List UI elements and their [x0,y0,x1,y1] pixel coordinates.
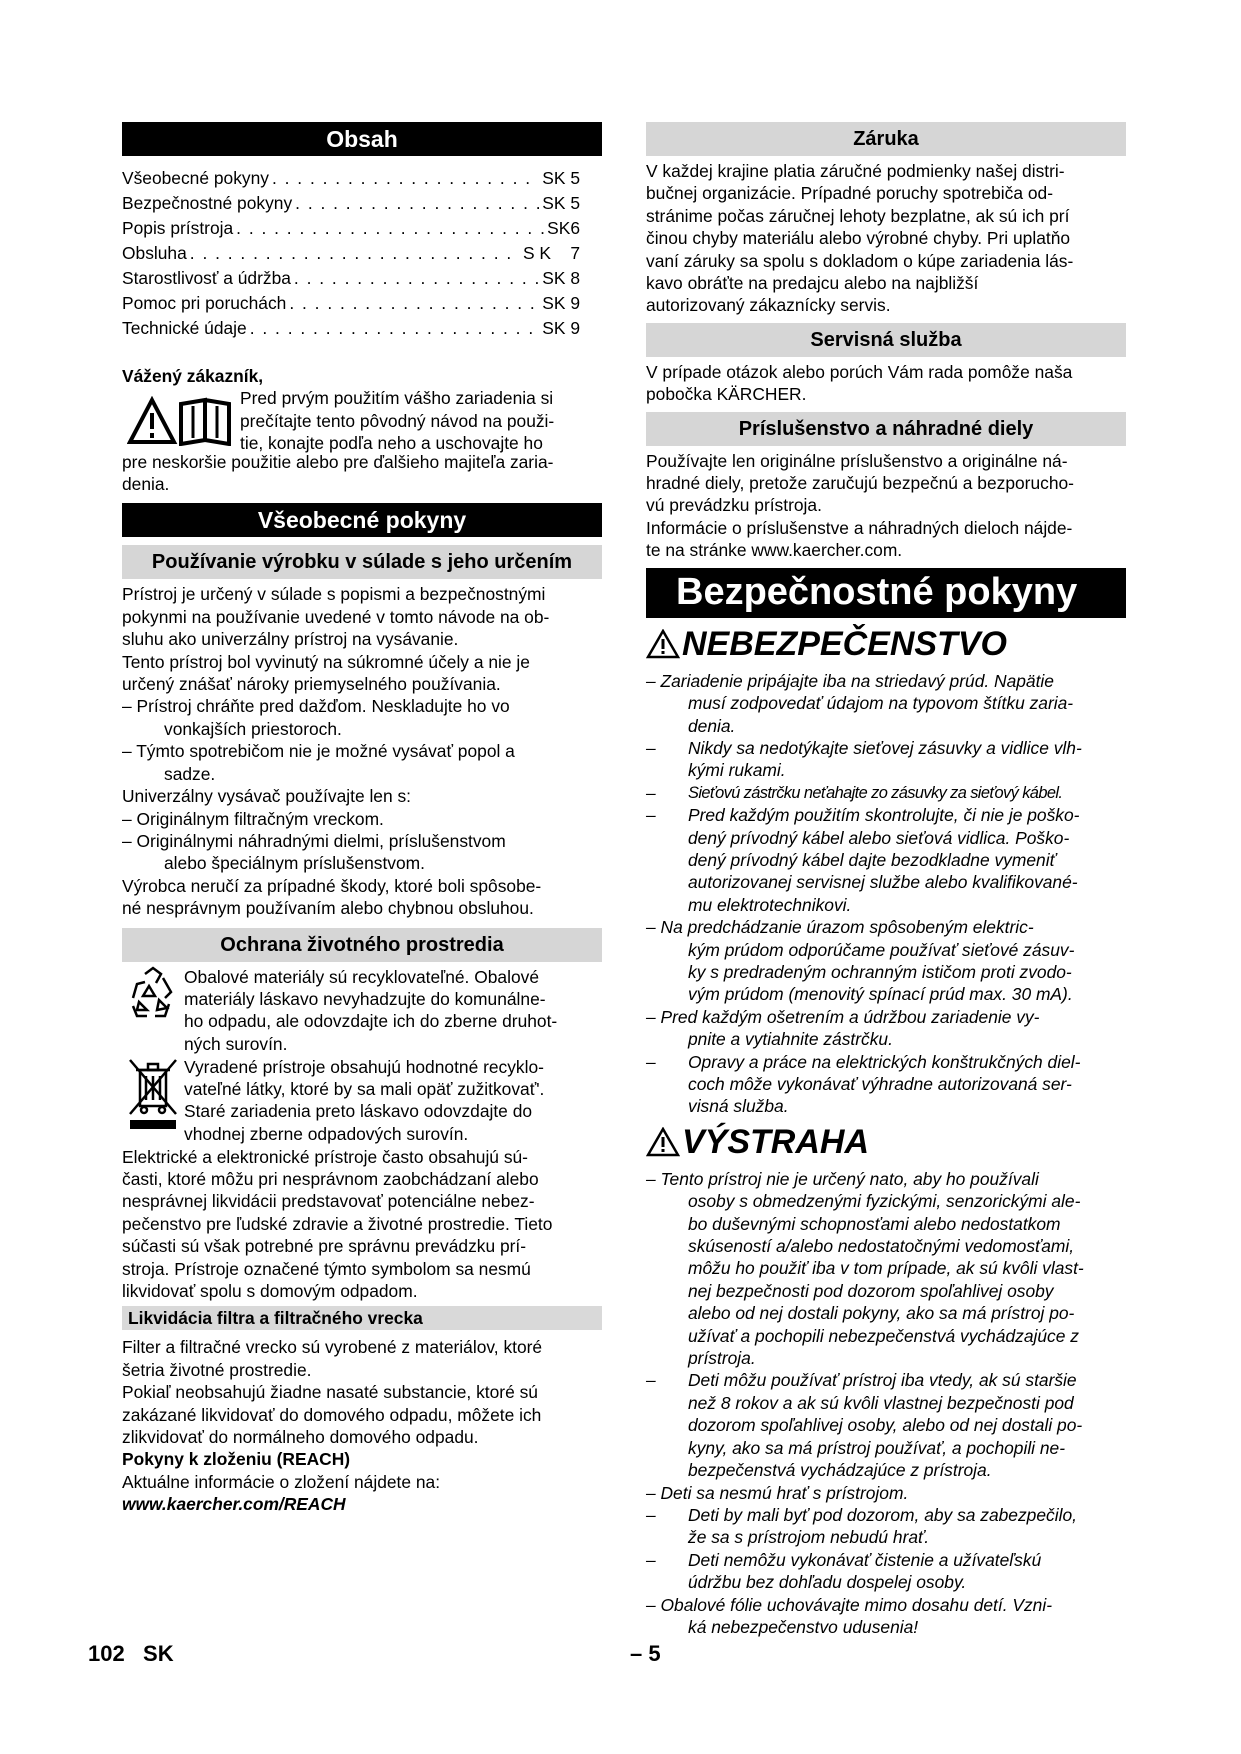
warning-item-cont: dozorom spoľahlivej osoby, alebo od nej dostali po- [688,1415,1083,1436]
body-line: V každej krajine platia záručné podmienky našej distri- [646,161,1065,181]
danger-item-cont: ky s predradeným ochranným ističom proti zvodo- [688,961,1072,982]
warning-item-cont: kyny, ako sa má prístroj používať, a pochopili ne- [688,1437,1066,1458]
body-line: te na stránke www.kaercher.com. [646,540,903,561]
warning-item-cont: nej bezpečnosti pod dozorom spoľahlivej osoby [688,1280,1054,1301]
weee-line: vhodnej zberne odpadových surovín. [184,1123,469,1144]
danger-item [646,670,1126,737]
toc-leader-dots [272,166,539,191]
warning-signal [646,1122,1126,1162]
warning-item-cont: užívať a pochopili nebezpečenstvá vychádzajúce z [688,1325,1079,1346]
dash-marker: – [646,670,661,691]
body-line: hradné diely, pretože zaručujú bezpečnú a bezporucho- [646,473,1074,494]
warning-item-cont: skúseností a/alebo nedostatočnými vedomosťami, [688,1236,1075,1257]
warning-item [646,1482,1126,1504]
dash-marker: – [646,782,661,803]
warning-item-cont: môžu ho použiť iba v tom prípade, ak sú kvôli vlast- [688,1258,1084,1279]
warning-item-text: – Deti sa nesmú hrať s prístrojom. [646,1482,909,1503]
danger-item-cont: mu elektrotechnikovi. [688,894,852,915]
body-line: Elektrické a elektronické prístroje často obsahujú sú- [122,1146,528,1167]
safety-heading: Bezpečnostné pokyny [646,568,1126,618]
recycle-line: ných surovín. [184,1033,288,1054]
toc-entry-title: Všeobecné pokyny [122,168,269,188]
warning-item [646,1369,1126,1481]
toc-entry [122,266,602,291]
general-heading: Všeobecné pokyny [122,503,602,537]
toc-entry [122,191,602,216]
body-line: stránime počas záručnej lehoty bezplatne, ak sú ich prí [646,205,1070,226]
danger-item-text: Nikdy sa nedotýkajte sieťovej zásuvky a vidlice vlh- [688,737,1082,758]
body-line: sluhu ako univerzálny prístroj na vysávanie. [122,629,459,650]
body-line: vaní záruky sa spolu s dokladom o kúpe zariadenia lás- [646,250,1074,271]
danger-signal [646,624,1126,664]
intro-line: denia. [122,474,170,495]
body-line: nesprávnej likvidácii predstavovať potenciálne nebez- [122,1191,535,1212]
filter-disposal-heading: Likvidácia filtra a filtračného vrecka [122,1306,602,1330]
danger-item-cont: coch môže vykonávať výhradne autorizovaná ser- [688,1074,1072,1094]
reach-text: Aktuálne informácie o zložení nájdete na: [122,1471,441,1492]
body-line: Používajte len originálne príslušenstvo a originálne ná- [646,450,1068,471]
intro-heading: Vážený zákazník, [122,366,264,386]
danger-item-text: Pred každým ošetrením a údržbou zariadenie vy- [660,1006,1040,1027]
body-line: Univerzálny vysávač používajte len s: [122,786,412,807]
body-line: Tento prístroj bol vyvinutý na súkromné účely a nie je [122,651,530,672]
body-line: né nesprávnym používaním alebo chybnou obsluhou. [122,898,534,919]
body-line: Pokiaľ neobsahujú žiadne nasaté substancie, ktoré sú [122,1382,538,1403]
body-line: určený znášať nároky priemyselného používania. [122,674,501,695]
warning-item-cont: prístroja. [688,1348,756,1369]
toc-entry-title: Pomoc pri poruchách [122,293,287,313]
warning-icon [646,1127,680,1157]
body-line: činou chyby materiálu alebo výrobné chyby. Pri uplatňo [646,228,1071,249]
warning-item-cont: že sa s prístrojom nebudú hrať. [688,1527,930,1548]
danger-item-cont: pnite a vytiahnite zástrčku. [688,1029,893,1050]
warning-item-first [646,1504,1126,1526]
warning-item-cont: ká nebezpečenstvo udusenia! [688,1616,919,1637]
warning-item-first [646,1482,1126,1504]
toc-entry-title: Bezpečnostné pokyny [122,193,293,213]
warning-item-first [646,1369,1126,1391]
toc-leader-dots [236,216,544,241]
dash-marker: – [646,1051,661,1072]
toc-entry-title: Starostlivosť a údržba [122,268,291,288]
warning-item-cont: bezpečenstvá vychádzajúce z prístroja. [688,1460,992,1481]
danger-item-first [646,1051,1126,1073]
danger-title: NEBEZPEČENSTVO [682,624,1007,663]
danger-item-text: Na predchádzanie úrazom spôsobeným elektric- [660,917,1034,938]
danger-list [646,670,1126,1118]
toc-entry [122,166,602,191]
accessories-heading: Príslušenstvo a náhradné diely [646,412,1126,446]
body-line: vú prevádzku prístroja. [646,495,822,516]
toc-leader-dots [294,266,539,291]
body-line: V prípade otázok alebo porúch Vám rada pomôže naša [646,361,1073,382]
danger-item [646,1051,1126,1118]
danger-item-cont: dený prívodný kábel alebo sieťová vidlica. Poško- [688,827,1070,848]
dash-marker: – [646,1370,656,1391]
left-column [122,122,602,1516]
warning-item-cont: údržbu bez dohľadu dospelej osoby. [688,1572,967,1593]
dash-marker: – [646,805,661,826]
warning-title: VÝSTRAHA [682,1122,870,1161]
warning-item-text: – Obalové fólie uchovávajte mimo dosahu detí. Vzni- [646,1594,1053,1615]
body-line: Filter a filtračné vrecko sú vyrobené z materiálov, ktoré [122,1337,543,1358]
body-line: pobočka KÄRCHER. [646,384,807,405]
toc-leader-dots [250,316,540,341]
recycle-line: Obalové materiály sú recyklovateľné. Obalové [184,966,539,987]
danger-item-first [646,737,1126,759]
danger-item-cont: dený prívodný kábel dajte bezodkladne vymeniť [688,849,1056,870]
body-line: Informácie o príslušenstve a náhradných dieloch nájde- [646,517,1073,538]
warning-item [646,1504,1126,1549]
toc-entry-page: SK 5 [542,193,580,213]
dash-marker: – [646,1006,661,1027]
warning-item-text: – Tento prístroj nie je určený nato, aby ho používali [646,1168,1039,1189]
body-line: bučnej organizácie. Prípadné poruchy spotrebiča od- [646,183,1053,204]
intro-line: tie, konajte podľa neho a uschovajte ho [240,433,543,454]
body-line: šetria životné prostredie. [122,1359,312,1380]
body-line: zakázané likvidovať do domového odpadu, môžete ich [122,1404,542,1425]
body-line: Prístroj je určený v súlade s popismi a bezpečnostnými [122,584,546,605]
recycle-icon [122,966,184,1056]
danger-item-text: Sieťovú zástrčku neťahajte zo zásuvky za sieťový kábel. [688,783,1063,802]
intended-use-heading: Používanie výrobku v súlade s jeho určením [122,545,602,579]
warning-item-cont: alebo od nej dostali pokyny, ako sa má prístroj po- [688,1303,1075,1324]
right-column [646,122,1126,1638]
body-line: pečenstvo pre ľudské zdravie a životné prostredie. Tieto [122,1213,553,1234]
service-text [646,361,1126,406]
warning-item-cont: bo duševnými schopnosťami alebo nedostatkom [688,1213,1061,1234]
danger-item [646,916,1126,1006]
dash-item-cont: vonkajších priestoroch. [164,718,342,739]
recycle-line: ho odpadu, ale odovzdajte ich do zberne druhot- [184,1011,558,1032]
dash-item-cont: alebo špeciálnym príslušenstvom. [164,853,425,874]
danger-item-first [646,670,1126,692]
recycle-line: materiály láskavo nevyhadzujte do komunálne- [184,988,546,1009]
dash-marker: – [646,1549,656,1570]
toc-entry-title: Obsluha [122,243,187,263]
warning-item-text: Deti by mali byť pod dozorom, aby sa zabezpečilo, [688,1504,1077,1525]
body-line: zlikvidovať do normálneho domového odpadu. [122,1427,479,1447]
danger-item-cont: kým prúdom odporúčame používať sieťové zásuv- [688,939,1075,960]
danger-item [646,804,1126,916]
danger-item-cont: kými rukami. [688,760,786,781]
dash-item: – Originálnym filtračným vreckom. [122,808,384,829]
danger-warning-icon [646,629,680,659]
toc-entry [122,216,602,241]
warning-item-cont: osoby s obmedzenými fyzickými, senzorickými ale- [688,1191,1081,1212]
toc-entry [122,241,602,266]
warning-item-text: Deti nemôžu vykonávať čistenie a užívateľskú [688,1549,1042,1570]
body-line: kavo obráťte na predajcu alebo na najbližší [646,273,979,294]
crossed-bin-icon [122,1056,184,1146]
intro-block [122,387,602,454]
danger-item-first [646,804,1126,826]
page-number-left: 102 SK [88,1641,174,1666]
warning-item [646,1594,1126,1639]
toc-heading: Obsah [122,122,602,156]
danger-item-first [646,1006,1126,1028]
intro-line: prečítajte tento pôvodný návod na použi- [240,410,555,431]
dash-marker: – [646,917,661,938]
body-line: autorizovaný zákaznícky servis. [646,295,891,316]
danger-item-text: Pred každým použitím skontrolujte, či nie je poško- [688,805,1080,826]
recycle-block [122,966,602,1056]
warning-item-text: Deti môžu používať prístroj iba vtedy, ak sú staršie [688,1370,1077,1391]
weee-line: Staré zariadenia preto láskavo odovzdajte do [184,1101,533,1122]
reach-heading: Pokyny k zloženiu (REACH) [122,1449,351,1470]
intended-use-body [122,583,602,919]
warranty-text [646,160,1126,317]
toc-leader-dots [295,191,539,216]
body-line: súčasti sú však potrebné pre správnu prevádzku prí- [122,1236,527,1257]
service-heading: Servisná služba [646,323,1126,357]
toc-entry-page: SK 9 [542,293,580,313]
danger-item-cont: musí zodpovedať údajom na typovom štítku zaria- [688,693,1074,714]
page-number-center: – 5 [630,1641,661,1666]
warning-item-first [646,1549,1126,1571]
toc-leader-dots [289,291,539,316]
intro-line: Pred prvým použitím vášho zariadenia si [240,388,554,409]
danger-item-cont: vým prúdom (menovitý spínací prúd max. 30 mA). [688,984,1073,1005]
dash-item: – Prístroj chráňte pred dažďom. Neskladujte ho vo [122,696,510,717]
body-line: pokynmi na používanie uvedené v tomto návode na ob- [122,606,550,627]
environment-heading: Ochrana životného prostredia [122,928,602,962]
danger-item-first [646,782,1126,804]
dash-marker: – [646,1504,656,1525]
weee-block [122,1056,602,1146]
dash-item: – Originálnymi náhradnými dielmi, príslušenstvom [122,830,506,851]
body-line: likvidovať spolu s domovým odpadom. [122,1280,418,1301]
body-line: Výrobca neručí za prípadné škody, ktoré boli spôsobe- [122,875,542,896]
toc-entry-page: S K 7 [522,243,580,263]
table-of-contents [122,166,602,341]
body-line: časti, ktoré môžu pri nesprávnom zaobchádzaní alebo [122,1168,539,1189]
weee-line: Vyradené prístroje obsahujú hodnotné recyklo- [184,1056,544,1077]
danger-item [646,782,1126,804]
accessories-text [646,450,1126,562]
manual-warning-icon [122,387,240,454]
warning-item [646,1168,1126,1370]
danger-item-cont: visná služba. [688,1096,789,1117]
danger-item-first [646,916,1126,938]
intro-line: pre neskoršie použitie alebo pre ďalšieho majiteľa zaria- [122,451,554,472]
toc-entry [122,291,602,316]
toc-entry-page: SK 8 [542,268,580,288]
toc-leader-dots [190,241,520,266]
warranty-heading: Záruka [646,122,1126,156]
warning-list [646,1168,1126,1639]
danger-item-text: Zariadenie pripájajte iba na striedavý prúd. Napätie [660,670,1054,691]
toc-entry-title: Popis prístroja [122,218,234,238]
danger-item-text: Opravy a práce na elektrických konštrukčných diel- [688,1051,1081,1072]
warning-item [646,1549,1126,1594]
warning-item-first [646,1168,1126,1190]
toc-entry-page: SK 9 [542,318,580,338]
danger-item [646,737,1126,782]
danger-item [646,1006,1126,1051]
toc-entry [122,316,602,341]
toc-entry-title: Technické údaje [122,318,247,338]
dash-item: – Týmto spotrebičom nie je možné vysávať popol a [122,741,515,762]
danger-item-cont: autorizovanej servisnej službe alebo kvalifikované- [688,872,1078,893]
dash-item-cont: sadze. [164,763,216,784]
body-line: stroja. Prístroje označené týmto symbolom sa nesmú [122,1258,531,1279]
warning-item-cont: než 8 rokov a ak sú kvôli vlastnej bezpečnosti pod [688,1392,1074,1413]
dash-marker: – [646,737,661,758]
toc-entry-page: SK6 [547,218,580,238]
filter-disposal-text [122,1336,602,1448]
reach-link[interactable]: www.kaercher.com/REACH [122,1494,346,1515]
danger-item-cont: denia. [688,715,736,736]
warning-item-first [646,1594,1126,1616]
electrical-disposal-text [122,1146,602,1303]
weee-line: vateľné látky, ktoré by sa mali opäť zužitkovať'. [184,1078,545,1099]
toc-entry-page: SK 5 [542,168,580,188]
